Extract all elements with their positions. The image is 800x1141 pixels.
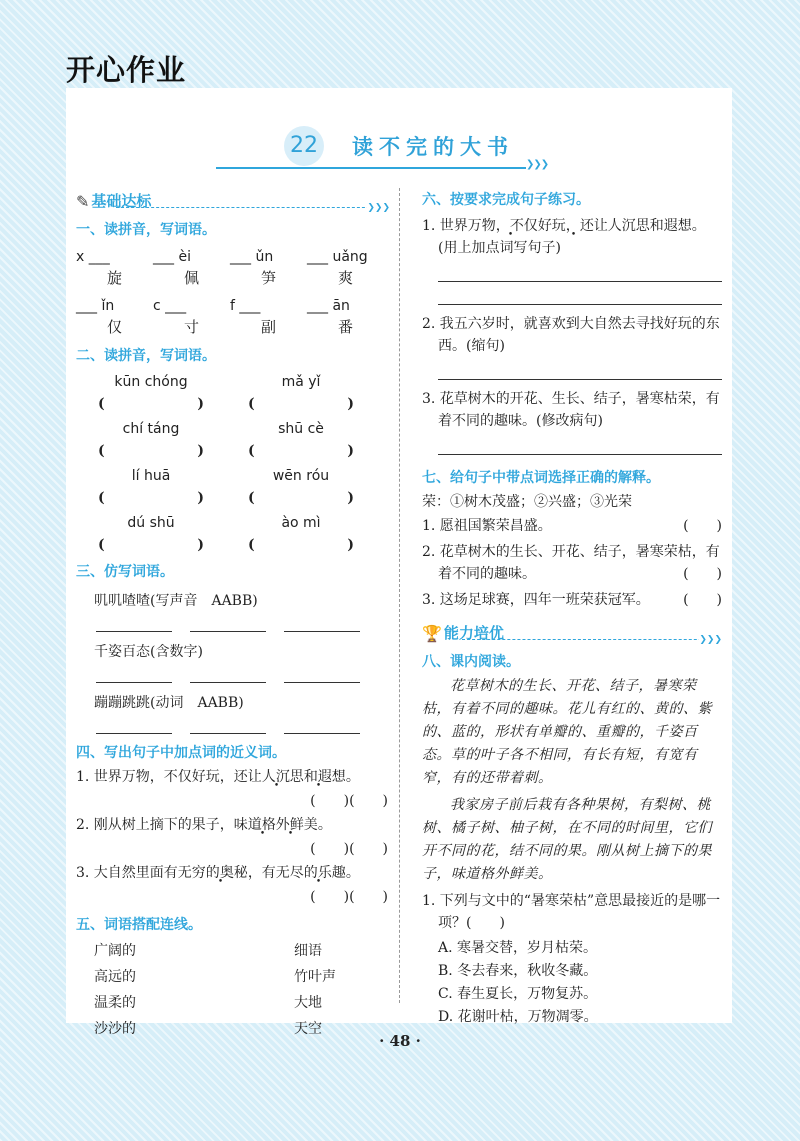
band-dashed-line xyxy=(116,207,390,208)
imitation-prompt: 叽叽喳喳(写声音 AABB) xyxy=(94,593,258,609)
pinyin-cell: ___ ǔn xyxy=(230,249,274,265)
hanzi-cell: 寸 xyxy=(183,318,199,336)
choice-sentence: 3. 这场足球赛，四年一班荣获冠军。 ( ) xyxy=(422,589,722,611)
band-basic xyxy=(76,183,390,211)
hanzi-cell: 旋 xyxy=(106,269,122,287)
reading-question: 1. 下列与文中的“暑寒荣枯”意思最接近的是哪一项？( ) xyxy=(422,893,721,931)
page-number: · 48 · xyxy=(379,1032,421,1050)
match-right: 细语 xyxy=(294,943,322,959)
option-c[interactable]: C. 春生夏长，万物复苏。 xyxy=(438,986,598,1002)
imitation-prompt: 蹦蹦跳跳(动词 AABB) xyxy=(94,695,244,711)
pinyin-pair-row xyxy=(76,468,390,484)
answer-paren[interactable]: ( ) xyxy=(683,518,722,534)
blank-lines[interactable] xyxy=(96,623,390,632)
match-left: 温柔的 xyxy=(94,995,136,1011)
answer-paren-row[interactable] xyxy=(76,396,390,412)
option-b[interactable]: B. 冬去春来，秋收冬藏。 xyxy=(438,963,598,979)
pinyin-word: dú shū xyxy=(127,515,175,531)
answer-line[interactable] xyxy=(438,357,722,380)
pinyin-cell: x ___ xyxy=(76,249,110,265)
left-column xyxy=(76,183,390,1038)
exercise-sentence: 2. 我五六岁时，就喜欢到大自然去寻找好玩的东西。(缩句) xyxy=(422,316,720,354)
section-7-heading: 七、给句子中带点词选择正确的解释。 xyxy=(422,470,660,486)
pinyin-row xyxy=(76,249,390,265)
answer-paren: ( ) xyxy=(248,537,354,553)
match-left: 高远的 xyxy=(94,969,136,985)
answer-paren: ( ) xyxy=(248,443,354,459)
hanzi-cell: 仅 xyxy=(106,318,122,336)
band-advanced-title: 能力培优 xyxy=(443,624,504,642)
answer-paren[interactable]: ( ) xyxy=(683,566,722,582)
pinyin-pair-row xyxy=(76,421,390,437)
answer-line[interactable] xyxy=(438,282,722,305)
pinyin-cell: ___ èi xyxy=(153,249,191,265)
lesson-number-badge: 22 xyxy=(284,126,324,166)
section-8-heading: 八、课内阅读。 xyxy=(422,654,520,670)
match-right: 竹叶声 xyxy=(294,969,336,985)
exercise-sentence: 3. 花草树木的开花、生长、结子，暑寒枯荣，有着不同的趣味。(修改病句) xyxy=(422,391,720,429)
imitation-prompt: 千姿百态(含数字) xyxy=(94,644,203,660)
right-column xyxy=(422,183,722,1026)
option-d[interactable]: D. 花谢叶枯，万物凋零。 xyxy=(438,1009,598,1025)
answer-paren-row[interactable] xyxy=(76,443,390,459)
answer-line[interactable] xyxy=(438,259,722,282)
answer-paren: ( ) xyxy=(98,537,204,553)
answer-paren: ( ) xyxy=(248,396,354,412)
worksheet-page xyxy=(66,88,732,1037)
match-row[interactable] xyxy=(76,940,390,960)
section-3-heading: 三、仿写词语。 xyxy=(76,564,174,580)
hanzi-cell: 番 xyxy=(337,318,353,336)
blank-lines[interactable] xyxy=(96,725,390,734)
match-left: 广阔的 xyxy=(94,943,136,959)
match-row[interactable] xyxy=(76,966,390,986)
section-6-heading: 六、按要求完成句子练习。 xyxy=(422,192,590,208)
answer-paren-row[interactable] xyxy=(76,490,390,506)
pinyin-word: kūn chóng xyxy=(114,374,188,390)
section-5-heading: 五、词语搭配连线。 xyxy=(76,917,202,933)
choice-sentence: 1. 愿祖国繁荣昌盛。 ( ) xyxy=(422,515,722,537)
band-basic-title: 基础达标 xyxy=(91,192,152,210)
band-arrow-icon: ❯❯❯ xyxy=(367,203,390,213)
answer-paren: ( ) xyxy=(98,443,204,459)
title-underline xyxy=(216,167,526,169)
answer-parens[interactable]: ( )( ) xyxy=(310,889,388,905)
pinyin-word: wēn róu xyxy=(272,468,330,484)
hanzi-row xyxy=(76,267,390,288)
hanzi-row xyxy=(76,316,390,337)
option-a[interactable]: A. 寒暑交替，岁月枯荣。 xyxy=(438,940,598,956)
pinyin-word: shū cè xyxy=(278,421,324,437)
hanzi-cell: 副 xyxy=(260,318,276,336)
pinyin-word: chí táng xyxy=(122,421,180,437)
section-1-heading: 一、读拼音，写词语。 xyxy=(76,222,216,238)
band-arrow-icon: ❯❯❯ xyxy=(699,635,722,645)
section-2-heading: 二、读拼音，写词语。 xyxy=(76,348,216,364)
pinyin-word: ào mì xyxy=(281,515,321,531)
match-row[interactable] xyxy=(76,992,390,1012)
answer-parens[interactable]: ( )( ) xyxy=(310,793,388,809)
answer-line[interactable] xyxy=(438,432,722,455)
blank-lines[interactable] xyxy=(96,674,390,683)
title-arrows-icon: ❯❯❯ xyxy=(526,159,549,170)
match-left: 沙沙的 xyxy=(94,1021,136,1037)
meaning-line: 荣：①树木茂盛；②兴盛；③光荣 xyxy=(422,494,632,510)
answer-paren: ( ) xyxy=(98,396,204,412)
trophy-icon: 🏆 xyxy=(422,624,442,643)
lesson-title xyxy=(66,126,732,166)
choice-sentence: 2. 花草树木的生长、开花、结子，暑寒荣枯，有着不同的趣味。 ( ) xyxy=(422,541,722,585)
synonym-sentence: 3. 大自然里面有无穷的奥秘，有无尽的乐趣。 xyxy=(76,865,360,881)
match-right: 天空 xyxy=(294,1021,322,1037)
answer-paren: ( ) xyxy=(248,490,354,506)
pinyin-cell: ___ uǎng xyxy=(307,249,368,265)
pinyin-cell: ___ ān xyxy=(307,298,350,314)
column-divider xyxy=(399,188,400,1003)
exercise-sentence: 1. 世界万物，不仅好玩，还让人沉思和遐想。(用上加点词写句子) xyxy=(422,218,706,256)
pinyin-cell: c ___ xyxy=(153,298,187,314)
pinyin-pair-row xyxy=(76,374,390,390)
section-4-heading: 四、写出句子中加点词的近义词。 xyxy=(76,745,286,761)
pinyin-row xyxy=(76,298,390,314)
pinyin-cell: ___ ǐn xyxy=(76,298,115,314)
hanzi-cell: 佩 xyxy=(183,269,199,287)
answer-paren-row[interactable] xyxy=(76,537,390,553)
synonym-sentence: 1. 世界万物，不仅好玩，还让人沉思和遐想。 xyxy=(76,769,360,785)
lesson-title-text: 读不完的大书 xyxy=(352,135,514,159)
reading-paragraph: 我家房子前后栽有各种果树，有梨树、桃树、橘子树、柚子树，在不同的时间里，它们开不同的花，结不同的果。刚从树上摘下的果子，味道格外鲜美。 xyxy=(422,797,712,882)
pinyin-pair-row xyxy=(76,515,390,531)
synonym-sentence: 2. 刚从树上摘下的果子，味道格外鲜美。 xyxy=(76,817,332,833)
pinyin-word: mǎ yǐ xyxy=(281,374,321,390)
answer-paren[interactable]: ( ) xyxy=(683,592,722,608)
pinyin-cell: f ___ xyxy=(230,298,261,314)
hanzi-cell: 爽 xyxy=(337,269,353,287)
band-dashed-line xyxy=(462,639,722,640)
match-right: 大地 xyxy=(294,995,322,1011)
reading-paragraph: 花草树木的生长、开花、结子，暑寒荣枯，有着不同的趣味。花儿有红的、黄的、紫的、蓝的，形状有单瓣的、重瓣的，千姿百态。草的叶子各不相同，有长有短，有宽有窄，有的还带着刺。 xyxy=(422,678,712,786)
answer-parens[interactable]: ( )( ) xyxy=(310,841,388,857)
book-header: 开心作业 xyxy=(66,53,187,87)
hanzi-cell: 笋 xyxy=(260,269,276,287)
pencil-icon: ✎ xyxy=(76,192,90,211)
pinyin-word: lí huā xyxy=(131,468,171,484)
answer-paren: ( ) xyxy=(98,490,204,506)
band-advanced xyxy=(422,615,722,643)
